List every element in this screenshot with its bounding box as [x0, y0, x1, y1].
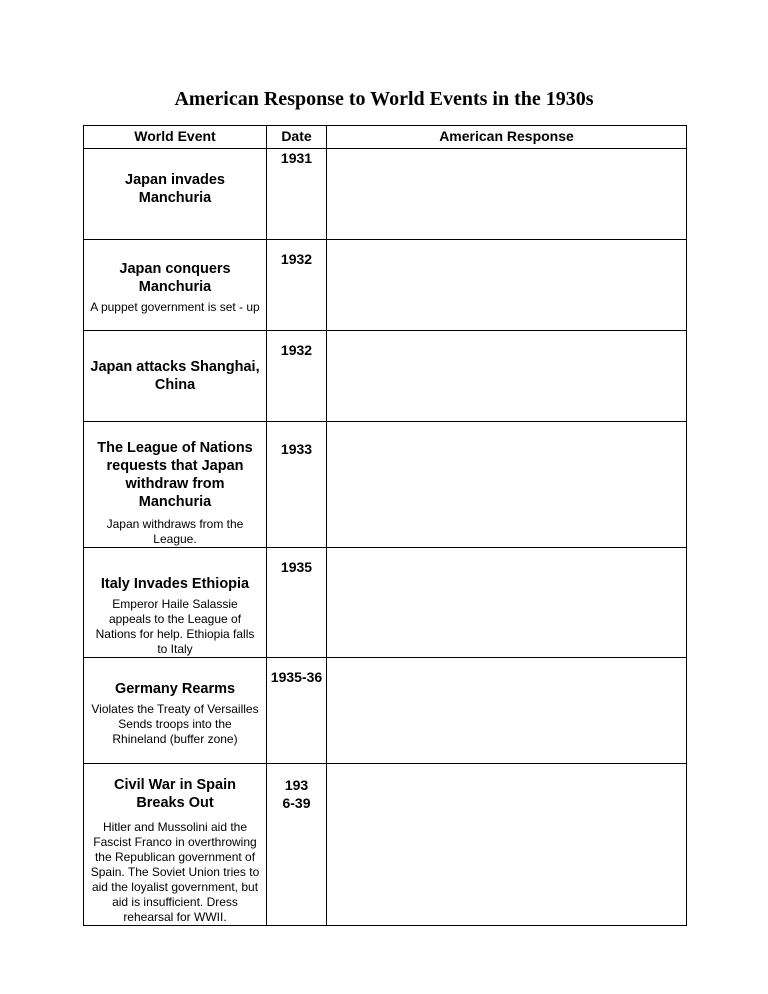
- table-row: [84, 331, 687, 422]
- event-detail: A puppet government is set - up: [90, 300, 260, 314]
- date-cell: 1935-36: [267, 658, 327, 764]
- header-date: Date: [267, 126, 327, 149]
- table-row: [84, 422, 687, 548]
- response-cell[interactable]: [327, 422, 687, 548]
- response-cell[interactable]: [327, 240, 687, 331]
- date-cell: 1936-39: [267, 764, 327, 926]
- event-detail: Violates the Treaty of Versailles Sends troops into the Rhineland (buffer zone): [91, 702, 259, 746]
- date-cell: 1935: [267, 548, 327, 658]
- response-cell[interactable]: [327, 764, 687, 926]
- event-detail: Emperor Haile Salassie appeals to the League of Nations for help. Ethiopia falls to Italy: [95, 597, 255, 656]
- event-cell: [84, 548, 267, 658]
- response-cell[interactable]: [327, 658, 687, 764]
- table-row: [84, 548, 687, 658]
- event-cell: [84, 240, 267, 331]
- event-cell: [84, 331, 267, 422]
- header-world-event: World Event: [84, 126, 267, 149]
- date-cell: 1932: [267, 331, 327, 422]
- table-row: [84, 149, 687, 240]
- event-detail: Japan withdraws from the League.: [106, 517, 244, 546]
- response-cell[interactable]: [327, 149, 687, 240]
- event-detail: Hitler and Mussolini aid the Fascist Franco in overthrowing the Republican government of Spain. The Soviet Union tries to aid the loyalist government, but aid is insufficient. Dress rehearsal for WWII.: [90, 820, 260, 924]
- event-cell: [84, 658, 267, 764]
- events-table: [83, 125, 687, 926]
- page-title: American Response to World Events in the 1930s: [174, 88, 594, 110]
- event-cell: [84, 422, 267, 548]
- table-row: [84, 658, 687, 764]
- event-title: Civil War in Spain Breaks Out: [114, 777, 236, 811]
- event-title: Japan conquers Manchuria: [119, 261, 231, 295]
- date-cell: 1932: [267, 240, 327, 331]
- event-cell: [84, 764, 267, 926]
- event-title: The League of Nations requests that Japan withdraw from Manchuria: [97, 440, 253, 510]
- table-row: [84, 764, 687, 926]
- response-cell[interactable]: [327, 331, 687, 422]
- event-title: Italy Invades Ethiopia: [100, 576, 250, 592]
- table-row: [84, 240, 687, 331]
- date-cell: 1931: [267, 149, 327, 240]
- event-title: Japan attacks Shanghai, China: [90, 359, 260, 393]
- table-header-row: [84, 126, 687, 149]
- event-title: Japan invades Manchuria: [125, 172, 225, 206]
- response-cell[interactable]: [327, 548, 687, 658]
- date-cell: 1933: [267, 422, 327, 548]
- header-american-response: American Response: [327, 126, 687, 149]
- event-cell: [84, 149, 267, 240]
- event-title: Germany Rearms: [114, 681, 236, 697]
